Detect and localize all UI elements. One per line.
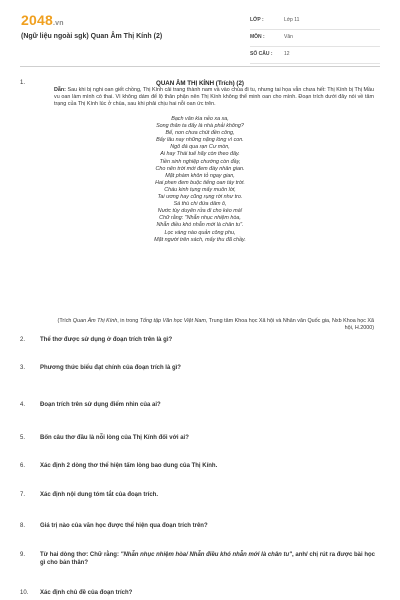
poem-line: Cháu kinh tụng mấy muôn lời, xyxy=(164,186,236,193)
meta-value: Lớp 11 xyxy=(284,17,300,23)
poem-line: Nước tùy duyên rửa đi cho kéo mà! xyxy=(157,208,243,215)
meta-row-class xyxy=(250,13,380,30)
header-divider xyxy=(20,66,380,67)
poem-line: Chữ rằng: "Nhẫn nhục nhiệm hòa, xyxy=(159,215,241,222)
question-number: 1. xyxy=(20,80,26,86)
intro-lead: Dẫn: xyxy=(54,87,66,93)
poem-line: Sá thù chi đứa dâm ô, xyxy=(173,201,227,208)
poem-line: Bể, non chưa chút đền công, xyxy=(165,130,235,137)
poem-title: QUAN ÂM THỊ KÍNH (Trích) (2) xyxy=(156,80,244,87)
page-header xyxy=(0,0,400,62)
poem-line: Song thân ta đấy là nhà phải không? xyxy=(156,123,244,130)
intro-text: Sau khi bị nghi oan giết chồng, Thị Kính cải trang thành nam và vào chùa đi tu, nhưng tai họa vẫn chưa hết: Thị Kính bị Thị Mầu vu oan làm mình có thai. Vì không dám để lộ thân phận nên Thị Kính không thể minh oan cho mình. Đoạn trích dưới đây nói về tâm trạng của Thị Kính lúc ở chùa, sau khi phải chịu hai nỗi oan ức trên. xyxy=(54,87,374,107)
poem-line: Nhẫn điều khó nhẫn mới là chân tu". xyxy=(156,222,244,229)
poem-line: Tai ương hay cũng rụng rời như tro. xyxy=(157,194,243,201)
poem-line: Cho nên trời mới đem đày nhân gian. xyxy=(155,165,245,172)
poem-line: Tiền sinh nghiệp chướng còn đầy, xyxy=(159,158,241,165)
meta-row-subject xyxy=(250,30,380,47)
poem-line: Mặt phàm khôn tỏ ngay gian, xyxy=(165,172,235,179)
meta-value: Văn xyxy=(284,34,293,40)
poem-line: Hai phen đem buộc tiếng oan tày trời. xyxy=(155,179,245,186)
page-title: (Ngữ liệu ngoài sgk) Quan Âm Thị Kính (2) xyxy=(21,33,163,40)
meta-label: LỚP : xyxy=(250,17,264,23)
meta-label: SỐ CÂU : xyxy=(250,51,273,57)
poem-line: Lọc vàng nào quản công phu, xyxy=(164,229,236,236)
meta-row-count xyxy=(250,47,380,64)
source-citation: (Trích Quan Âm Thị Kính, in trong Tổng tập Văn học Việt Nam, Trung tâm Khoa học Xã hội và Nhân văn Quốc gia, Nxb Khoa học Xã hội, H.2000) xyxy=(57,318,374,331)
poem-line: Ai hay Thái tuế hãy còn theo đây. xyxy=(160,151,240,158)
poem-line: Mặt người trên xách, mấy thu đã chầy. xyxy=(154,236,246,243)
site-logo[interactable]: 2048.vn xyxy=(21,12,64,28)
meta-value: 12 xyxy=(284,51,290,57)
meta-info-box xyxy=(250,13,380,64)
poem-line: Ngõ đá qua rạn Cư mòn, xyxy=(170,144,230,151)
passage-intro xyxy=(54,87,374,108)
poem-verses xyxy=(20,116,380,244)
poem-line: Bấy lâu nay những nặng lòng vì con. xyxy=(156,137,244,144)
poem-line: Bạch vân kìa nẻo xa xa, xyxy=(171,116,229,122)
meta-label: MÔN : xyxy=(250,34,265,40)
